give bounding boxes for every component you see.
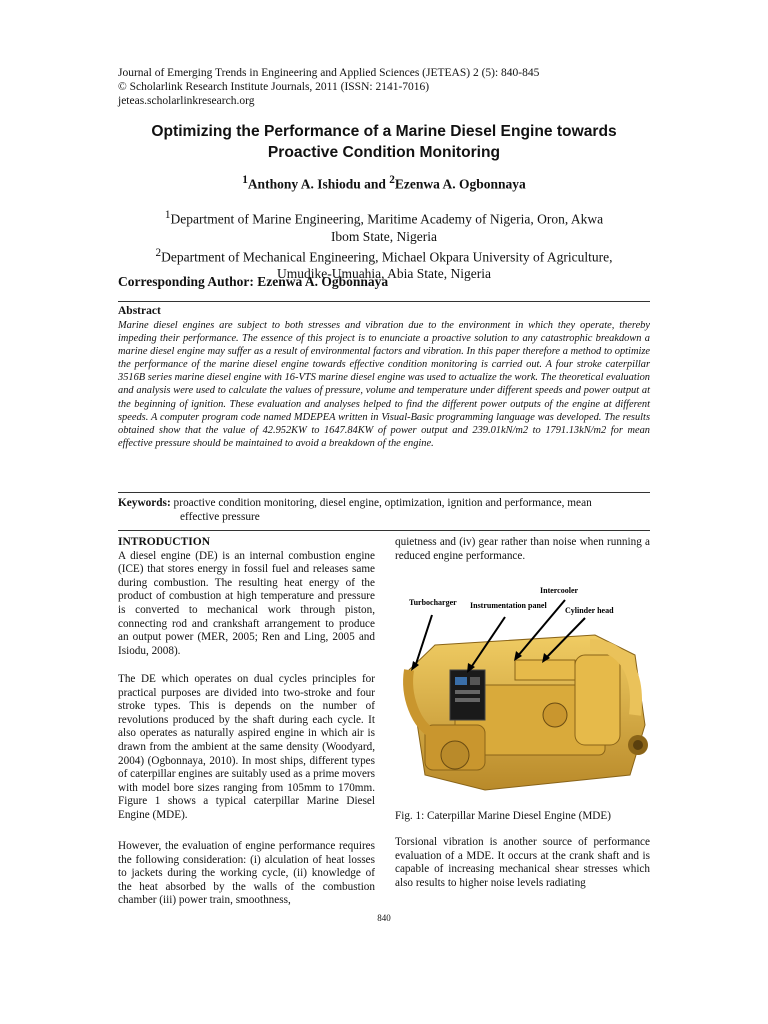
title-line-2: Proactive Condition Monitoring <box>267 144 501 161</box>
author-list <box>100 174 668 193</box>
section-heading-introduction: INTRODUCTION <box>118 536 211 548</box>
abstract-heading: Abstract <box>118 305 161 317</box>
keywords <box>118 496 650 524</box>
intro-paragraph-2: The DE which operates on dual cycles principles for practical purposes are divided into two-stroke and four stroke types. This is depends on the number of revolutions produced by the shaft during each cycle. It also operates as naturally aspired engine in which air is drawn from the ambient at the same density (Woodyard, 2004) (Ogbonnaya, 2010). In most ships, different types of caterpillar engines are suitably used as a prime movers with model bore sizes ranging from 105mm to 170mm. Figure 1 shows a typical caterpillar Marine Diesel Engine (MDE). <box>118 673 375 821</box>
label-cylinder-head: Cylinder head <box>565 606 614 615</box>
paper-title <box>100 121 668 163</box>
keywords-text-1: proactive condition monitoring, diesel engine, optimization, ignition and performance, mean <box>170 497 592 509</box>
intro-paragraph-1: A diesel engine (DE) is an internal combustion engine (ICE) that stores energy in fossil fuel and releases same during combustion. The resulting heat energy of the product of combustion at high temperature and pressure is converted to mechanical work through piston, connecting rod and crankshaft arrangement to produce an output power (MER, 2005; Ren and Ling, 2005 and Isiodu, 2008). <box>118 549 375 657</box>
figure-caption: Fig. 1: Caterpillar Marine Diesel Engine (MDE) <box>395 810 611 822</box>
left-column <box>118 536 375 658</box>
affil1-line1: Department of Marine Engineering, Maritime Academy of Nigeria, Oron, Akwa <box>170 211 604 227</box>
affil2-line2: Umudike-Umuahia, Abia State, Nigeria <box>276 266 492 281</box>
journal-citation: Journal of Emerging Trends in Engineering and Applied Sciences (JETEAS) 2 (5): 840-845 <box>118 67 540 79</box>
affil2-line1: Department of Mechanical Engineering, Michael Okpara University of Agriculture, <box>161 249 613 264</box>
author2-affil-mark: 2 <box>389 174 395 186</box>
journal-header <box>118 66 539 108</box>
label-instrumentation-panel: Instrumentation panel <box>470 601 547 610</box>
divider-top <box>118 301 650 302</box>
keywords-label: Keywords: <box>118 497 171 509</box>
journal-url: jeteas.scholarlinkresearch.org <box>118 95 255 107</box>
divider-body <box>118 530 650 531</box>
affil1-mark: 1 <box>164 209 171 221</box>
affil1-line2: Ibom State, Nigeria <box>330 228 438 244</box>
intro-paragraph-3: However, the evaluation of engine performance requires the following consideration: (i) alculation of heat losses to jackets during the working cycle, (ii) knowledge of the heat absorbed by the walls of the combustion chamber (iii) power train, smoothness, <box>118 840 375 907</box>
journal-copyright: © Scholarlink Research Institute Journals, 2011 (ISSN: 2141-7016) <box>118 81 430 93</box>
author1-affil-mark: 1 <box>242 174 248 186</box>
author1-name: Anthony A. Ishiodu and <box>247 176 390 192</box>
page-number: 840 <box>377 913 391 923</box>
engine-illustration <box>395 575 655 805</box>
title-line-1: Optimizing the Performance of a Marine Diesel Engine towards <box>151 123 617 140</box>
right-paragraph-1: quietness and (iv) gear rather than noise when running a reduced engine performance. <box>395 536 650 562</box>
label-intercooler: Intercooler <box>540 586 579 595</box>
keywords-text-2: effective pressure <box>180 511 260 523</box>
label-turbocharger: Turbocharger <box>409 598 457 607</box>
affiliations <box>118 207 650 282</box>
corresponding-author: Corresponding Author: Ezenwa A. Ogbonnaya <box>118 274 389 289</box>
divider-keywords <box>118 492 650 493</box>
author2-name: Ezenwa A. Ogbonnaya <box>394 176 526 192</box>
affil2-mark: 2 <box>155 246 162 259</box>
figure-engine <box>395 575 655 805</box>
right-paragraph-2: Torsional vibration is another source of performance evaluation of a MDE. It occurs at the crank shaft and is capable of increasing mechanical shear stresses which also results to higher noise levels radiating <box>395 836 650 889</box>
abstract-text: Marine diesel engines are subject to both stresses and vibration due to the environment in which they operate, thereby impeding their performance. The essence of this project is to enunciate a proactive solution to any catastrophic breakdown a marine diesel engine may suffer as a result of environmental factors and vibration. In this paper therefore a method to optimize the performance of the marine diesel engine towards effective condition monitoring is carried out. A four stroke caterpillar 3516B series marine diesel engine with 16-VTS marine diesel engine was used to actualize the work. The theoretical evaluation and analysis were used to calculate the values of pressure, volume and temperature under different speeds and power output at the beginning of ignition. These evaluation and analyses helped to find the different power outputs of the engine at different speeds. A computer program code named MDEPEA written in Visual-Basic programming language was developed. The results obtained show that the value of 42.952KW to 1647.84KW of power output and 239.01kN/m2 to 1791.13kN/m2 for mean effective pressure should be maintained to avoid a breakdown of the engine. <box>118 320 650 449</box>
